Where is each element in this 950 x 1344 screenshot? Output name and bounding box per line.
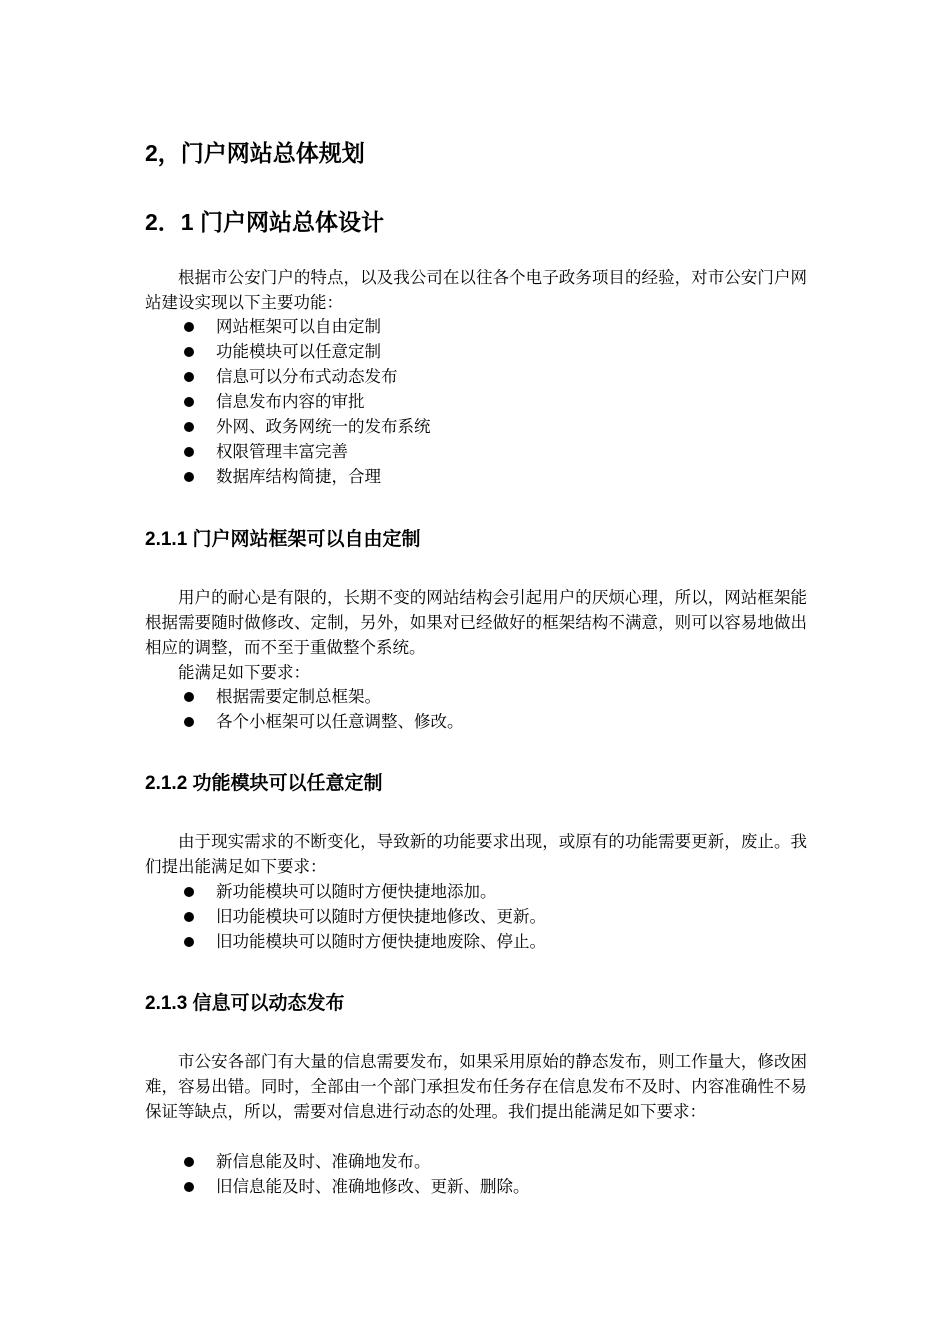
section-2-1-2-paragraph: 由于现实需求的不断变化，导致新的功能要求出现，或原有的功能需要更新，废止。我们提出能满足如下要求： [145, 832, 807, 876]
heading-section-2-1-2: 2.1.2 功能模块可以任意定制 [145, 773, 383, 794]
section-2-1-3-paragraph: 市公安各部门有大量的信息需要发布，如果采用原始的静态发布，则工作量大，修改困难，容易出错。同时，全部由一个部门承担发布任务存在信息发布不及时、内容准确性不易保证等缺点，所以，需要对信息进行动态的处理。我们提出能满足如下要求： [145, 1052, 807, 1121]
bullet-icon [184, 397, 194, 407]
heading-section-2-1-3: 2.1.3 信息可以动态发布 [145, 993, 345, 1014]
bullet-icon [184, 372, 194, 382]
bullet-icon [184, 717, 194, 727]
heading-portal-design: 2．1 门户网站总体设计 [145, 209, 384, 235]
section-2-1-1-paragraph: 用户的耐心是有限的，长期不变的网站结构会引起用户的厌烦心理，所以，网站框架能根据需要随时做修改、定制，另外，如果对已经做好的框架结构不满意，则可以容易地做出相应的调整，而不至于重做整个系统。 [145, 588, 807, 657]
bullet-icon [184, 1157, 194, 1167]
bullet-icon [184, 447, 194, 457]
bullet-icon [184, 347, 194, 357]
bullet-icon [184, 937, 194, 947]
intro-paragraph: 根据市公安门户的特点，以及我公司在以往各个电子政务项目的经验，对市公安门户网站建设实现以下主要功能： [145, 268, 807, 312]
bullet-icon [184, 692, 194, 702]
bullet-icon [184, 322, 194, 332]
heading-section-2-1-1: 2.1.1 门户网站框架可以自由定制 [145, 529, 421, 550]
bullet-icon [184, 912, 194, 922]
bullet-icon [184, 887, 194, 897]
bullet-icon [184, 422, 194, 432]
document-page: 2，门户网站总体规划 2．1 门户网站总体设计 根据市公安门户的特点，以及我公司在以往各个电子政务项目的经验，对市公安门户网站建设实现以下主要功能： 网站框架可以自由定制 功能模块可以任意定制 信息可以分布式动态发布 信息发布内容的审批 外网、政务网统一的发布系统 权限管理丰富完善 数据库结构简捷，合理 2.1.1 门户网站框架可以自由定制 用户的耐心是有限的，长期不变的网站结构会引起用户的厌烦心理，所以，网站框架能根据需要随时做修改、定制，另外，如果对已经做好的框架结构不满意，则可以容易地做出相应的调整，而不至于重做整个系统。 能满足如下要求： 根据需要定制总框架。 各个小框架可以任意调整、修改。 2.1.2 功能模块可以任意定制 由于现实需求的不断变化，导致新的功能要求出现，或原有的功能需要更新，废止。我们提出能满足如下要求： 新功能模块可以随时方便快捷地添加。 旧功能模块可以随时方便快捷地修改、更新。 旧功能模块可以随时方便快捷地废除、停止。 2.1.3 信息可以动态发布 市公安各部门有大量的信息需要发布，如果采用原始的静态发布，则工作量大，修改困难，容易出错。同时，全部由一个部门承担发布任务存在信息发布不及时、内容准确性不易保证等缺点，所以，需要对信息进行动态的处理。我们提出能满足如下要求： 新信息能及时、准确地发布。 旧信息能及时、准确地修改、更新、删除。 [0, 0, 950, 1344]
bullet-icon [184, 472, 194, 482]
heading-portal-planning: 2，门户网站总体规划 [145, 140, 365, 166]
bullet-icon [184, 1182, 194, 1192]
section-2-1-1-requirements-label: 能满足如下要求： [178, 663, 310, 682]
